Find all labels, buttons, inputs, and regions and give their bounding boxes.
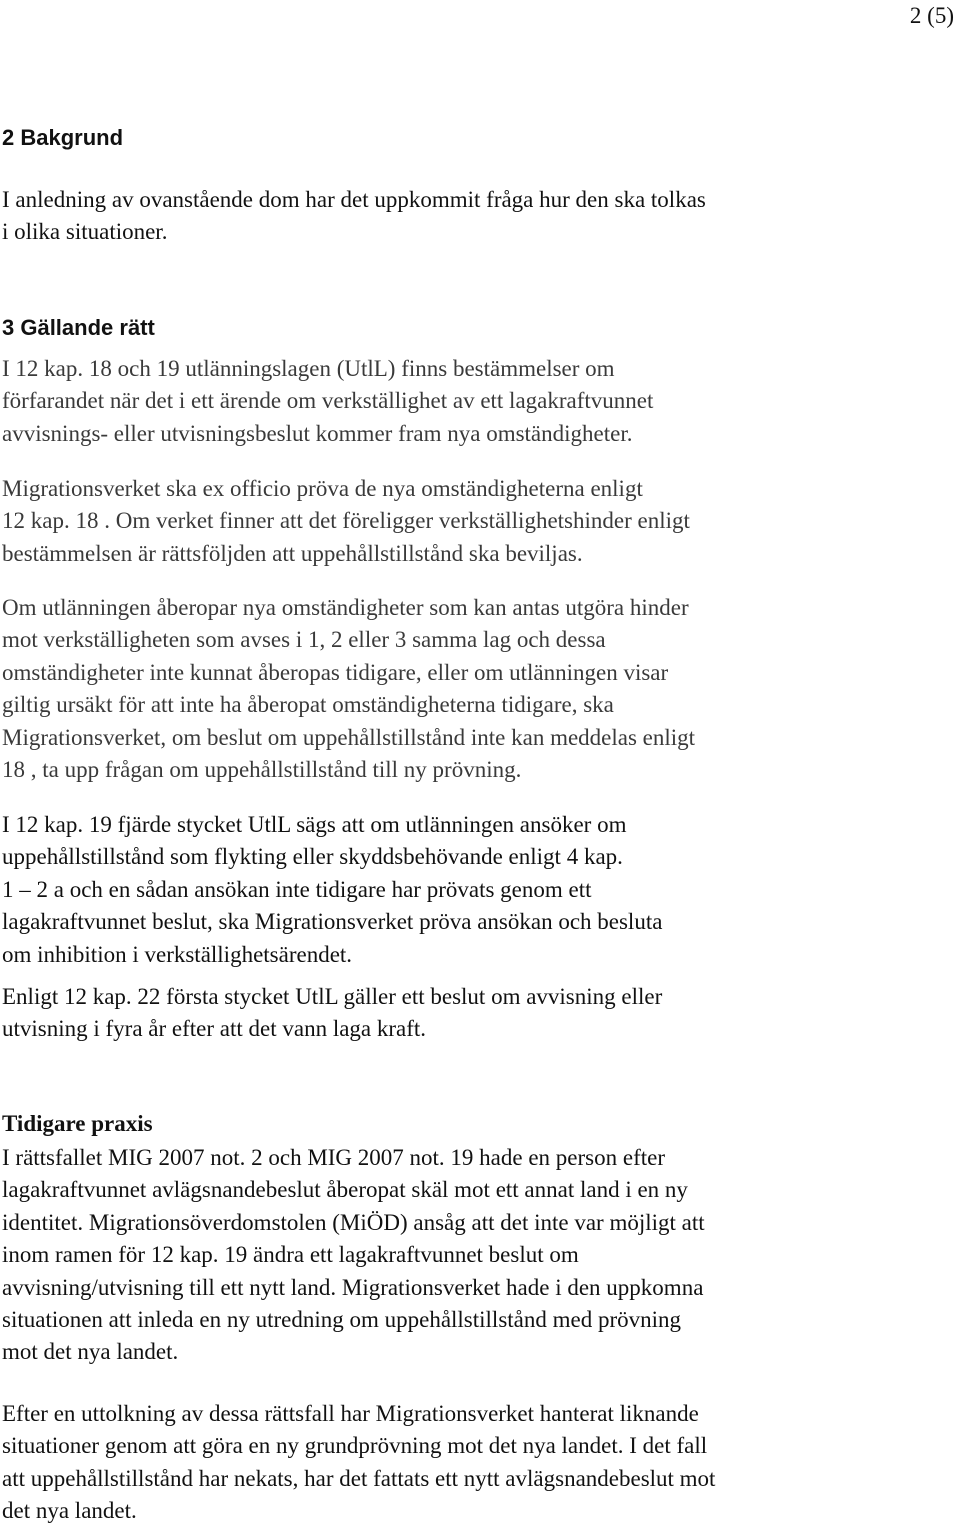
section-heading-bakgrund: 2 Bakgrund (2, 125, 124, 150)
paragraph-gallande-ratt-5: Enligt 12 kap. 22 första stycket UtlL gäller ett beslut om avvisning eller utvisning i fyra år efter att det vann laga kraft. (2, 984, 663, 1042)
paragraph-tidigare-praxis-2: Efter en uttolkning av dessa rättsfall har Migrationsverket hanterat liknande situationer genom att göra en ny grundprövning mot det nya landet. I det fall att uppehållstillstånd har nekats, har det fattats ett nytt avlägsnandebeslut mot det nya landet. (2, 1401, 716, 1524)
page-number: 2 (5) (909, 3, 954, 28)
section-heading-gallande-ratt: 3 Gällande rätt (2, 315, 155, 340)
paragraph-gallande-ratt-2: Migrationsverket ska ex officio pröva de nya omständigheterna enligt 12 kap. 18 . Om verket finner att det föreligger verkställighetshinder enligt bestämmelsen är rättsföljden att uppehållstillstånd ska beviljas. (2, 476, 690, 566)
paragraph-gallande-ratt-4: I 12 kap. 19 fjärde stycket UtlL sägs att om utlänningen ansöker om uppehållstillstånd som flykting eller skyddsbehövande enligt 4 kap. 1 – 2 a och en sådan ansökan inte tidigare har prövats genom ett lagakraftvunnet beslut, ska Migrationsverket pröva ansökan och besluta om inhibition i verkställighetsärendet. (2, 812, 663, 967)
paragraph-tidigare-praxis-1: I rättsfallet MIG 2007 not. 2 och MIG 2007 not. 19 hade en person efter lagakraftvunnet avlägsnandebeslut åberopat skäl mot ett annat land i en ny identitet. Migrationsöverdomstolen (MiÖD) ansåg att det inte var möjligt att inom ramen för 12 kap. 19 ändra ett lagakraftvunnet beslut om avvisning/utvisning till ett nytt land. Migrationsverket hade i den uppkomna situationen att inleda en ny utredning om uppehållstillstånd med prövning mot det nya landet. (2, 1145, 705, 1365)
paragraph-bakgrund: I anledning av ovanstående dom har det uppkommit fråga hur den ska tolkas i olika situationer. (2, 187, 706, 245)
section-heading-tidigare-praxis: Tidigare praxis (2, 1111, 153, 1136)
paragraph-gallande-ratt-1: I 12 kap. 18 och 19 utlänningslagen (UtlL) finns bestämmelser om förfarandet när det i ett ärende om verkställighet av ett lagakraftvunnet avvisnings- eller utvisningsbeslut kommer fram nya omständigheter. (2, 356, 654, 446)
paragraph-gallande-ratt-3: Om utlänningen åberopar nya omständigheter som kan antas utgöra hinder mot verkställigheten som avses i 1, 2 eller 3 samma lag och dessa omständigheter inte kunnat åberopas tidigare, eller om utlänningen visar giltig ursäkt för att inte ha åberopat omständigheterna tidigare, ska Migrationsverket, om beslut om uppehållstillstånd inte kan meddelas enligt 18 , ta upp frågan om uppehållstillstånd till ny prövning. (2, 595, 696, 783)
